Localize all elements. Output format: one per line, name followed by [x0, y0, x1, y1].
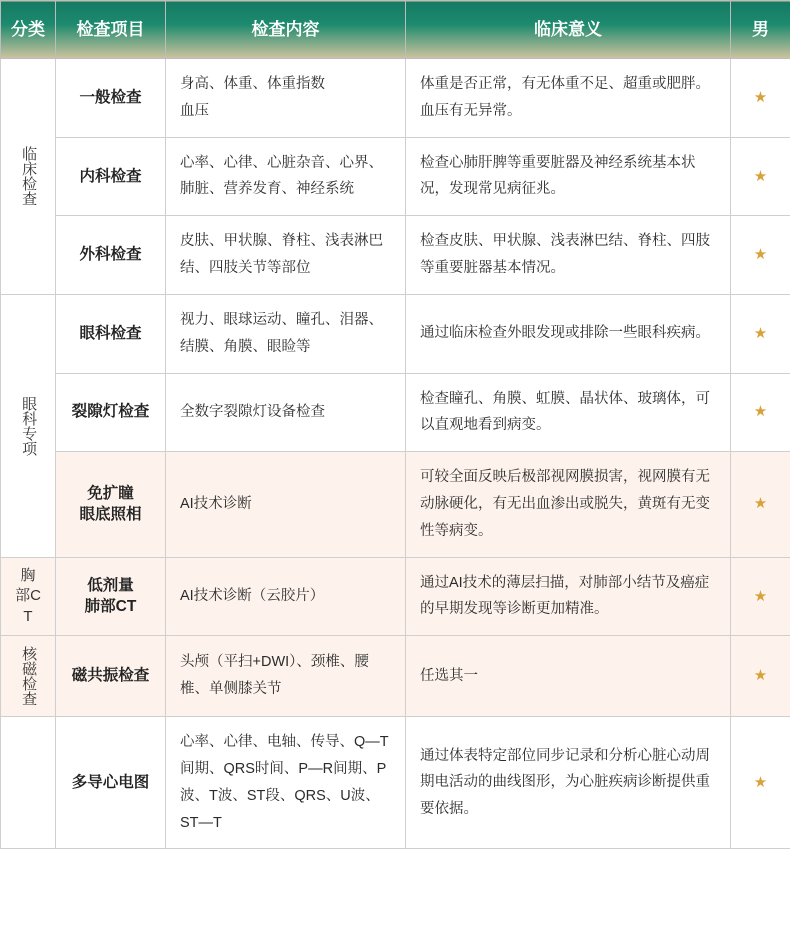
item-cell: 一般检查: [56, 59, 166, 138]
content-cell: 身高、体重、体重指数 血压: [166, 59, 406, 138]
table-row: [1, 216, 790, 295]
table-row: [1, 557, 790, 636]
table-row: [1, 59, 790, 138]
category-cell: [1, 717, 56, 849]
header-row: [1, 1, 790, 59]
table-row: [1, 636, 790, 717]
meaning-cell: 任选其一: [406, 636, 731, 717]
column-header-item: 检查项目: [56, 1, 166, 59]
column-header-category: 分类: [1, 1, 56, 59]
meaning-cell: 通过AI技术的薄层扫描，对肺部小结节及癌症的早期发现等诊断更加精准。: [406, 557, 731, 636]
column-header-meaning: 临床意义: [406, 1, 731, 59]
meaning-cell: 通过临床检查外眼发现或排除一些眼科疾病。: [406, 294, 731, 373]
item-cell: 眼科检查: [56, 294, 166, 373]
male-mark-cell: ★: [731, 557, 790, 636]
content-cell: 心率、心律、心脏杂音、心界、肺脏、营养发育、神经系统: [166, 137, 406, 216]
male-mark-cell: ★: [731, 717, 790, 849]
meaning-cell: 可较全面反映后极部视网膜损害，视网膜有无动脉硬化，有无出血渗出或脱失，黄斑有无变性等病变。: [406, 452, 731, 557]
table-body: [1, 59, 790, 849]
table-row: [1, 452, 790, 557]
category-cell: 胸部CT: [1, 557, 56, 636]
item-cell: 低剂量 肺部CT: [56, 557, 166, 636]
category-cell: 临床检查: [1, 59, 56, 295]
category-cell: 眼科专项: [1, 294, 56, 557]
content-cell: 皮肤、甲状腺、脊柱、浅表淋巴结、四肢关节等部位: [166, 216, 406, 295]
item-cell: 内科检查: [56, 137, 166, 216]
table-header: [1, 1, 790, 59]
male-mark-cell: ★: [731, 137, 790, 216]
meaning-cell: 体重是否正常，有无体重不足、超重或肥胖。血压有无异常。: [406, 59, 731, 138]
item-cell: 免扩瞳 眼底照相: [56, 452, 166, 557]
male-mark-cell: ★: [731, 294, 790, 373]
content-cell: 全数字裂隙灯设备检查: [166, 373, 406, 452]
content-cell: 视力、眼球运动、瞳孔、泪器、结膜、角膜、眼睑等: [166, 294, 406, 373]
item-cell: 磁共振检查: [56, 636, 166, 717]
item-cell: 多导心电图: [56, 717, 166, 849]
male-mark-cell: ★: [731, 59, 790, 138]
male-mark-cell: ★: [731, 636, 790, 717]
content-cell: 头颅（平扫+DWI）、颈椎、腰椎、单侧膝关节: [166, 636, 406, 717]
meaning-cell: 通过体表特定部位同步记录和分析心脏心动周期电活动的曲线图形，为心脏疾病诊断提供重要依据。: [406, 717, 731, 849]
male-mark-cell: ★: [731, 373, 790, 452]
male-mark-cell: ★: [731, 216, 790, 295]
table-row: [1, 137, 790, 216]
table-row: [1, 294, 790, 373]
column-header-male: 男: [731, 1, 790, 59]
content-cell: AI技术诊断（云胶片）: [166, 557, 406, 636]
meaning-cell: 检查心肺肝脾等重要脏器及神经系统基本状况，发现常见病征兆。: [406, 137, 731, 216]
table-row: [1, 717, 790, 849]
item-cell: 外科检查: [56, 216, 166, 295]
meaning-cell: 检查皮肤、甲状腺、浅表淋巴结、脊柱、四肢等重要脏器基本情况。: [406, 216, 731, 295]
column-header-content: 检查内容: [166, 1, 406, 59]
content-cell: AI技术诊断: [166, 452, 406, 557]
meaning-cell: 检查瞳孔、角膜、虹膜、晶状体、玻璃体，可以直观地看到病变。: [406, 373, 731, 452]
table-row: [1, 373, 790, 452]
content-cell: 心率、心律、电轴、传导、Q—T间期、QRS时间、P—R间期、P波、T波、ST段、QRS、U波、ST—T: [166, 717, 406, 849]
male-mark-cell: ★: [731, 452, 790, 557]
category-cell: 核磁检查: [1, 636, 56, 717]
item-cell: 裂隙灯检查: [56, 373, 166, 452]
